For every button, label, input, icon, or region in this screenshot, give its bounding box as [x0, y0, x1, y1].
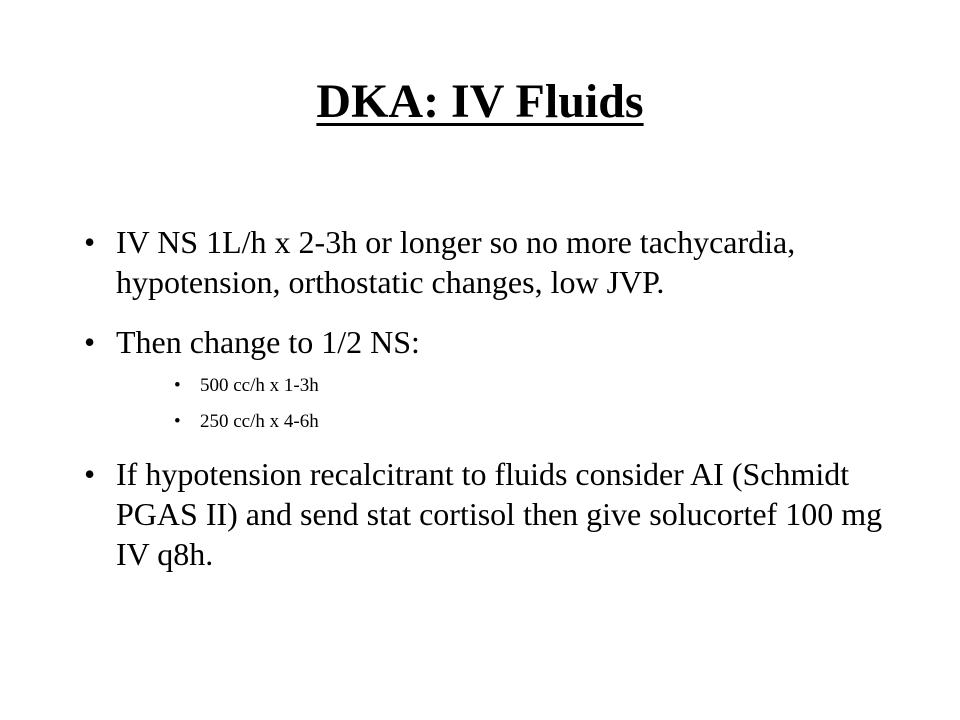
bullet-item: [0, 222, 960, 302]
sub-bullet-item: [0, 374, 960, 398]
sub-bullet-item: [0, 410, 960, 434]
bullet-dot-icon: •: [84, 224, 96, 260]
bullet-text: Then change to 1/2 NS:: [116, 324, 420, 360]
sub-bullet-dot-icon: •: [174, 375, 181, 396]
slide-title: [0, 72, 960, 132]
bullet-dot-icon: •: [84, 324, 96, 360]
sub-bullet-text: 500 cc/h x 1-3h: [200, 375, 319, 396]
slide-title-text: DKA: IV Fluids: [316, 75, 644, 128]
bullet-text: IV NS 1L/h x 2-3h or longer so no more tachycardia, hypotension, orthostatic changes, low JVP.: [116, 224, 796, 300]
bullet-item: [0, 322, 960, 362]
sub-bullet-text: 250 cc/h x 4-6h: [200, 411, 319, 432]
bullet-item: [0, 454, 960, 574]
bullet-dot-icon: •: [84, 456, 96, 492]
bullet-list: [0, 222, 960, 574]
sub-bullet-dot-icon: •: [174, 411, 181, 432]
bullet-text: If hypotension recalcitrant to fluids consider AI (Schmidt PGAS II) and send stat cortisol then give solucortef 100 mg IV q8h.: [116, 456, 883, 572]
